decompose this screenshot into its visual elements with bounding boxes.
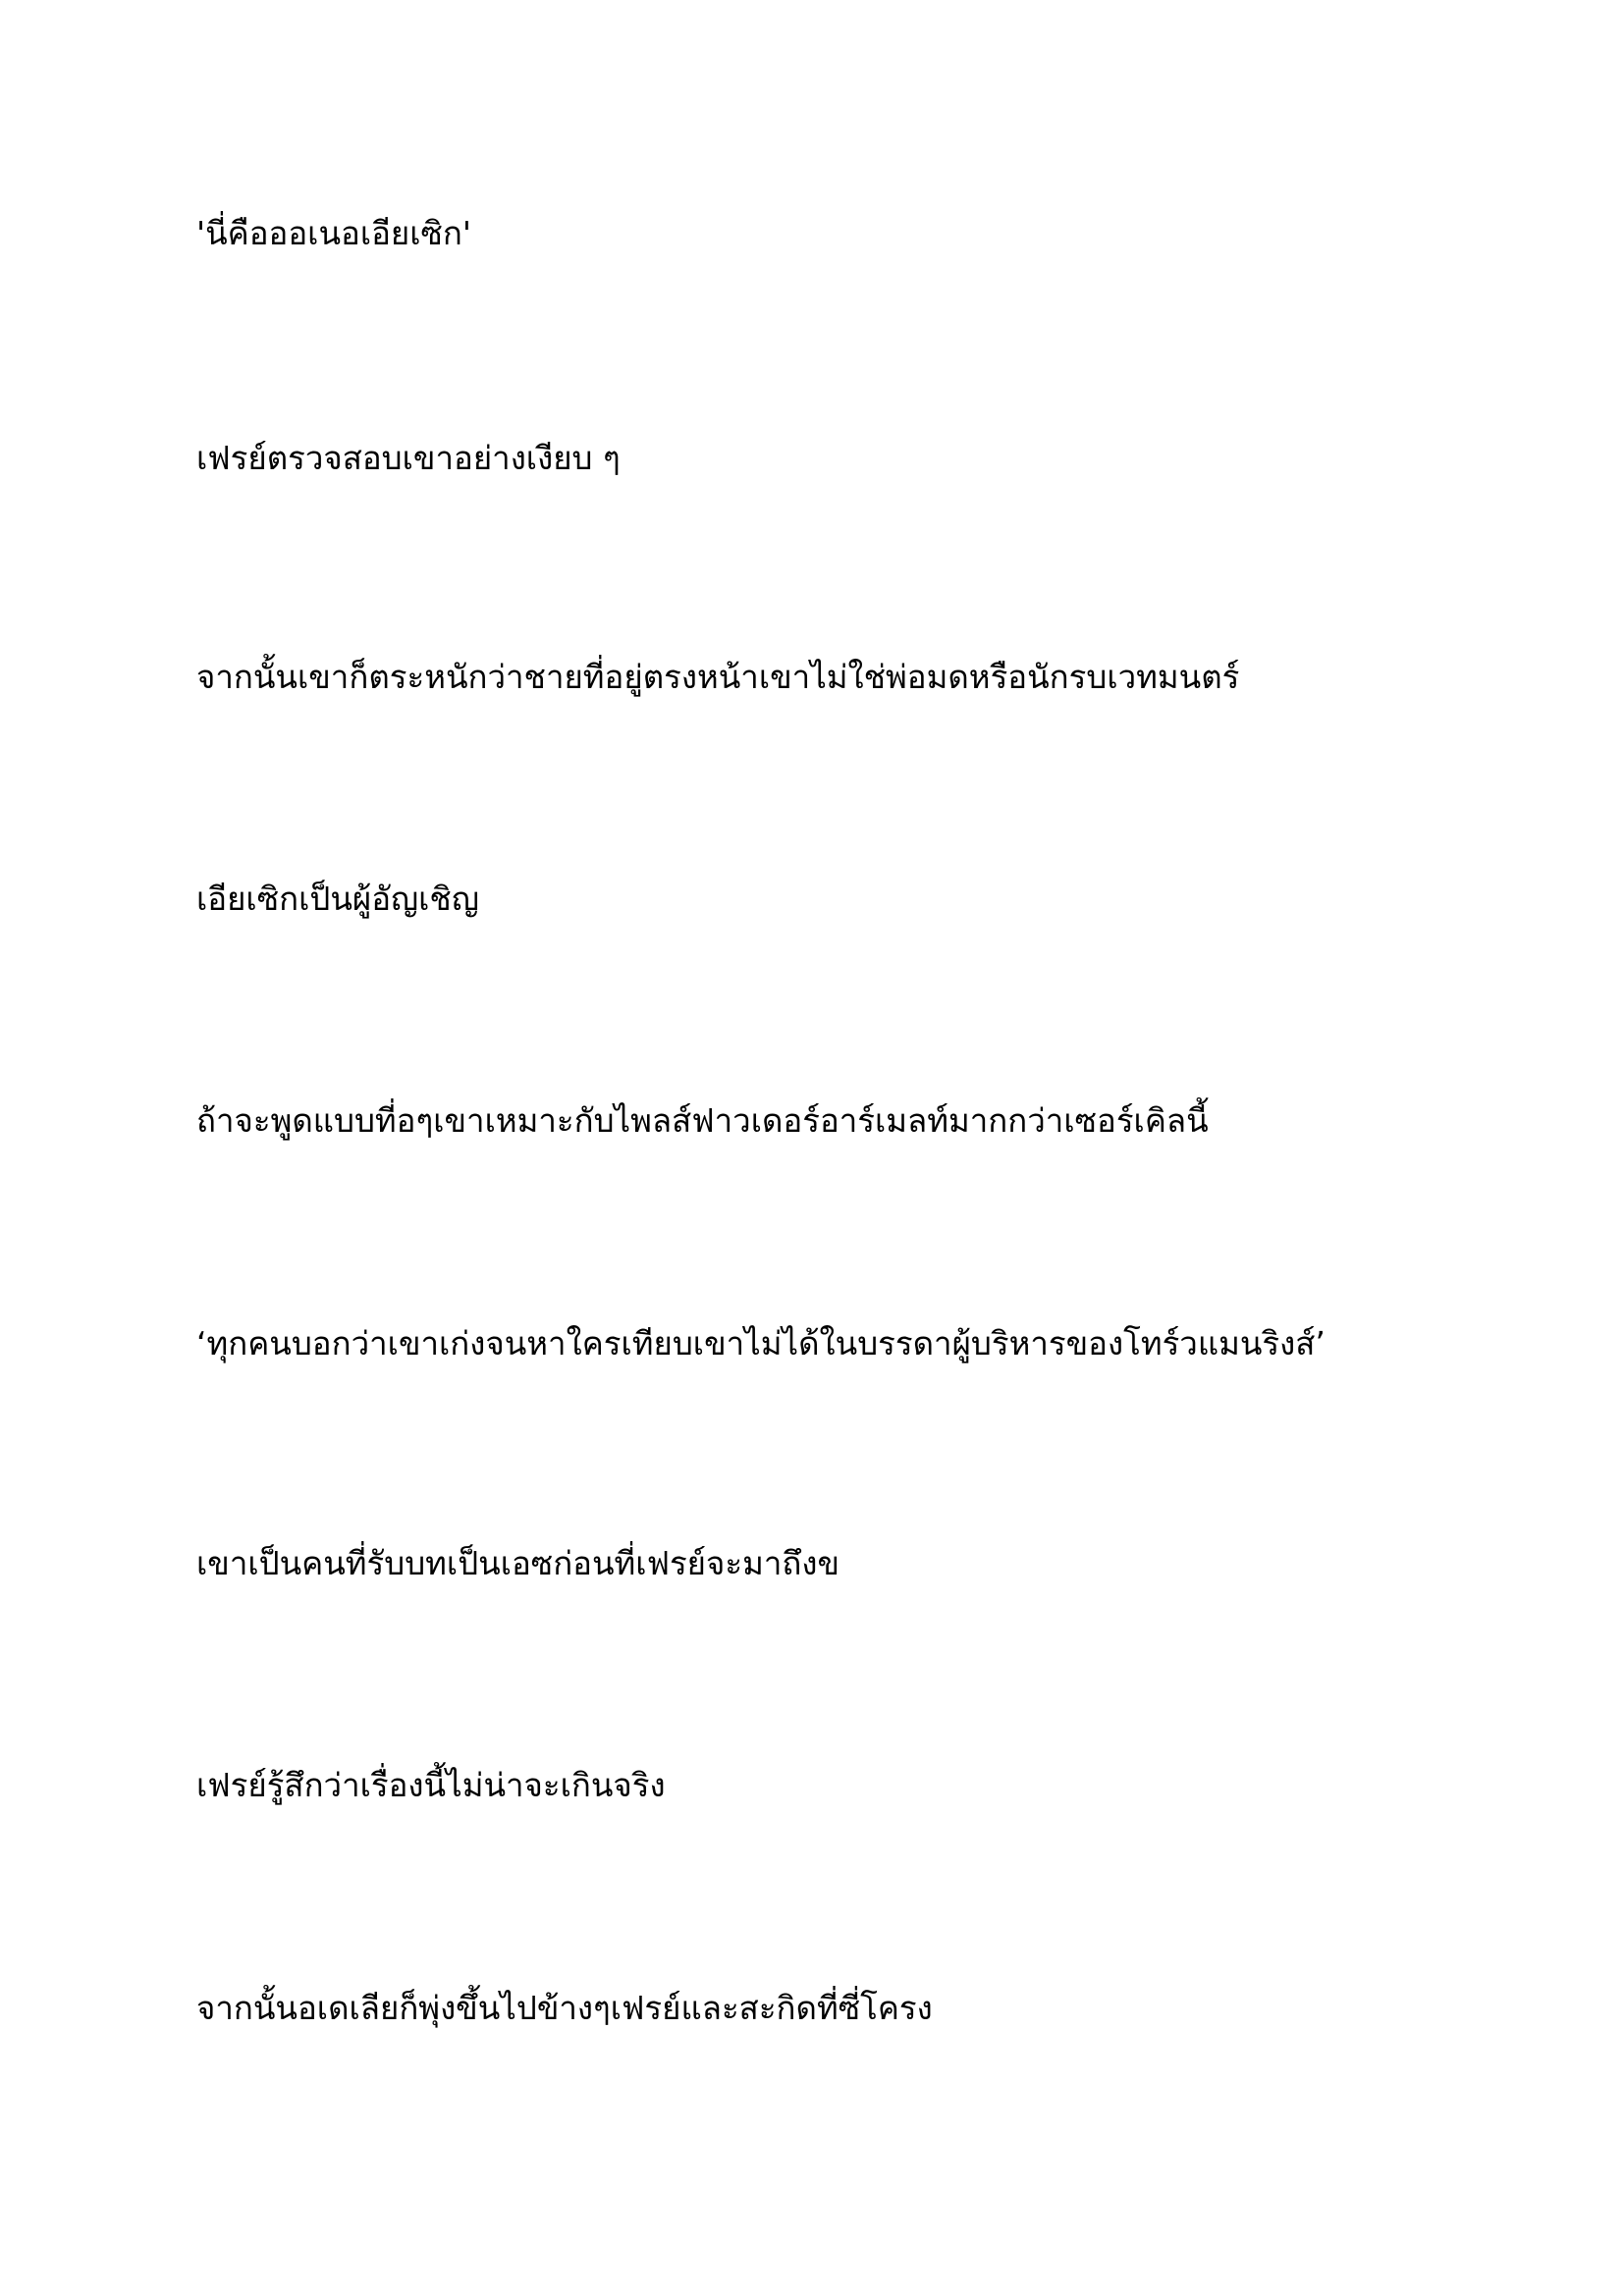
paragraph: เฟรย์รู้สึกว่าเรื่องนี้ไม่น่าจะเกินจริง — [196, 1766, 666, 1804]
paragraph: จากนั้นเขาก็ตระหนักว่าชายที่อยู่ตรงหน้าเขาไม่ใช่พ่อมดหรือนักรบเวทมนตร์ — [196, 658, 1240, 696]
paragraph: ‘ทุกคนบอกว่าเขาเก่งจนหาใครเทียบเขาไม่ได้ในบรรดาผู้บริหารของโทร์วแมนริงส์’ — [196, 1324, 1326, 1362]
paragraph: 'นี่คือออเนอเอียเซิก' — [196, 214, 471, 252]
paragraph: เอียเซิกเป็นผู้อัญเชิญ — [196, 880, 479, 918]
paragraph: เขาเป็นคนที่รับบทเป็นเอซก่อนที่เฟรย์จะมาถึงข — [196, 1544, 840, 1582]
paragraph: ถ้าจะพูดแบบที่อๆเขาเหมาะกับไพลส์ฟาวเดอร์อาร์เมลท์มากกว่าเซอร์เคิลนี้ — [196, 1101, 1209, 1140]
paragraph: จากนั้นอเดเลียก็พุ่งขึ้นไปข้างๆเฟรย์และสะกิดที่ซี่โครง — [196, 1989, 933, 2027]
paragraph: เฟรย์ตรวจสอบเขาอย่างเงียบ ๆ — [196, 439, 621, 477]
